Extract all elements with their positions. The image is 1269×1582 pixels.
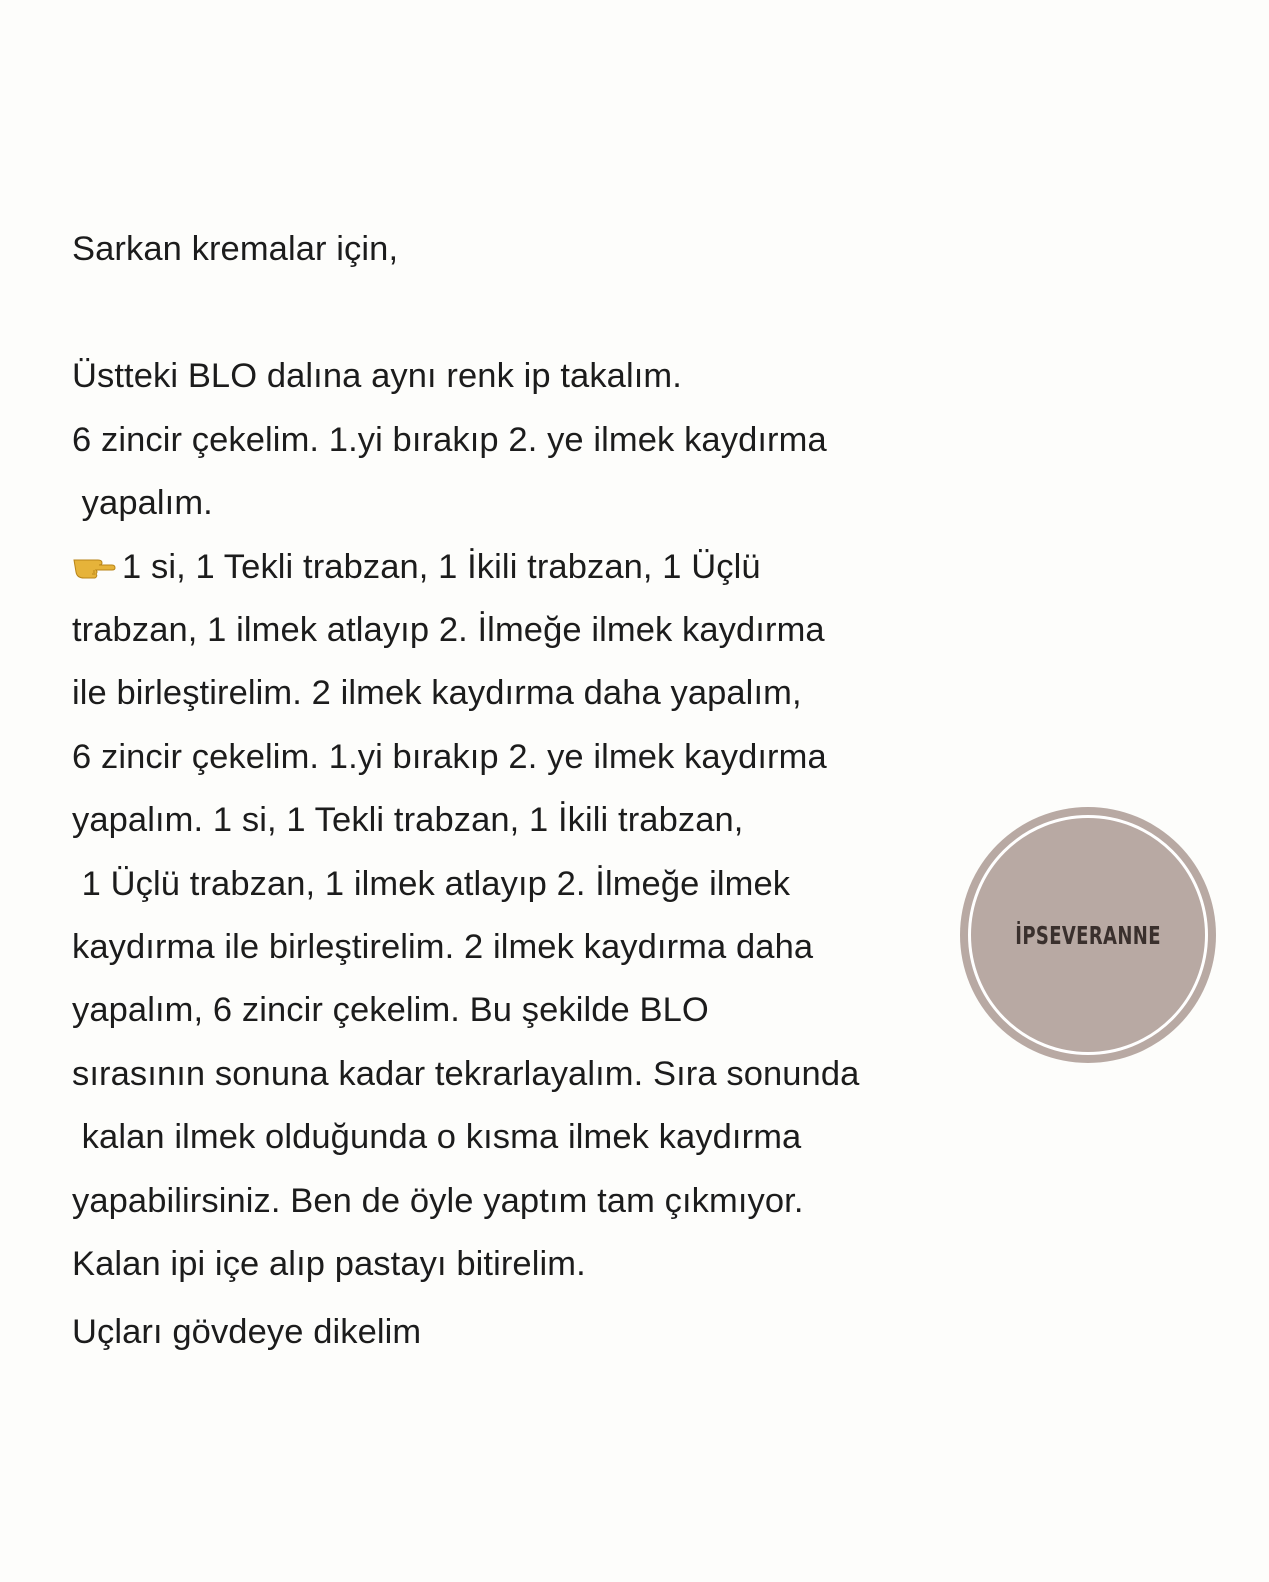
note-line: ile birleştirelim. 2 ilmek kaydırma daha yapalım, xyxy=(72,674,802,712)
note-line: Uçları gövdeye dikelim xyxy=(72,1313,422,1351)
pointing-hand-icon xyxy=(72,552,116,580)
note-line: Kalan ipi içe alıp pastayı bitirelim. xyxy=(72,1245,586,1283)
note-line: kaydırma ile birleştirelim. 2 ilmek kaydırma daha xyxy=(72,928,814,966)
note-greeting: Sarkan kremalar için, xyxy=(72,230,399,268)
note-line: kalan ilmek olduğunda o kısma ilmek kaydırma xyxy=(72,1118,802,1156)
note-line-with-pointer xyxy=(72,547,761,587)
watermark-badge xyxy=(960,807,1216,1063)
note-line: yapalım. xyxy=(72,484,213,522)
note-line: 6 zincir çekelim. 1.yi bırakıp 2. ye ilmek kaydırma xyxy=(72,738,827,776)
note-line: sırasının sonuna kadar tekrarlayalım. Sıra sonunda xyxy=(72,1055,860,1093)
watermark-text: İPSEVERANNE xyxy=(1015,920,1161,950)
note-line-text: 1 si, 1 Tekli trabzan, 1 İkili trabzan, 1 Üçlü xyxy=(122,548,761,586)
note-line: yapabilirsiniz. Ben de öyle yaptım tam çıkmıyor. xyxy=(72,1182,804,1220)
watermark-ring xyxy=(968,815,1208,1055)
note-line: 1 Üçlü trabzan, 1 ilmek atlayıp 2. İlmeğe ilmek xyxy=(72,865,791,903)
note-line: yapalım. 1 si, 1 Tekli trabzan, 1 İkili trabzan, xyxy=(72,801,744,839)
note-line: Üstteki BLO dalına aynı renk ip takalım. xyxy=(72,357,682,395)
note-line: trabzan, 1 ilmek atlayıp 2. İlmeğe ilmek kaydırma xyxy=(72,611,825,649)
note-line: yapalım, 6 zincir çekelim. Bu şekilde BLO xyxy=(72,991,709,1029)
note-line: 6 zincir çekelim. 1.yi bırakıp 2. ye ilmek kaydırma xyxy=(72,421,827,459)
